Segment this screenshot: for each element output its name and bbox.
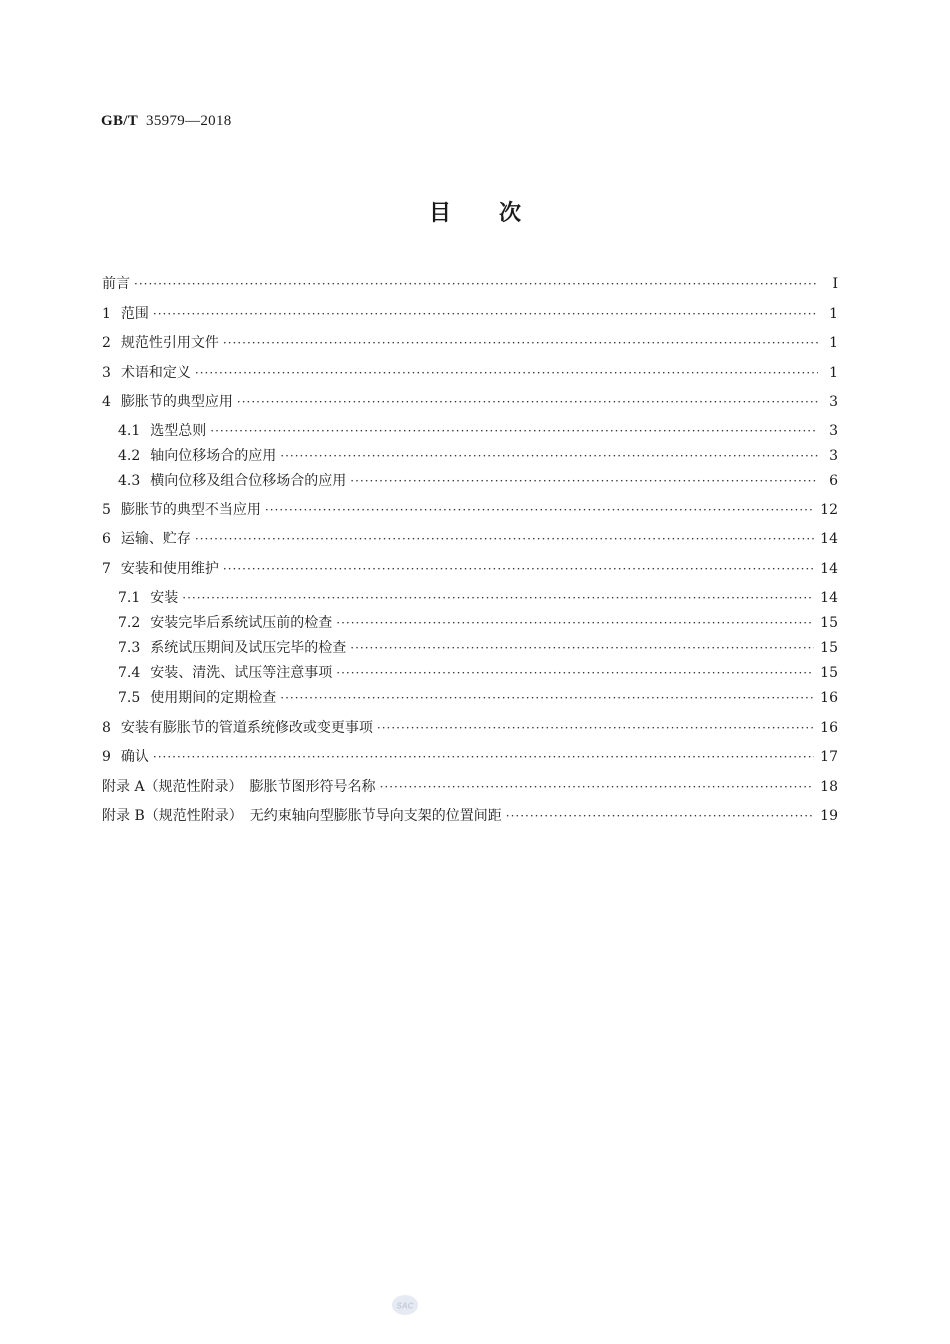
toc-entry-page: 19 (820, 808, 838, 824)
toc-leader-dots (153, 747, 814, 767)
toc-entry-page: 12 (820, 502, 838, 518)
toc-entry[interactable] (102, 806, 838, 826)
toc-leader-dots (153, 304, 818, 324)
toc-entry-label: 前言 (102, 276, 130, 292)
toc-entry-number: 2 (102, 335, 111, 351)
toc-entry-page: 6 (829, 473, 838, 489)
toc-entry-page: 15 (820, 640, 838, 656)
toc-entry[interactable] (102, 529, 838, 549)
toc-entry-label: 安装完毕后系统试压前的检查 (150, 615, 333, 631)
toc-entry-label: 确认 (120, 749, 149, 765)
toc-leader-dots (223, 559, 814, 579)
standard-code (101, 113, 232, 130)
toc-entry-number: 7.1 (118, 590, 141, 606)
toc-entry[interactable] (102, 559, 838, 579)
toc-entry-number: 5 (102, 502, 111, 518)
toc-leader-dots (195, 363, 818, 383)
toc-leader-dots (336, 663, 814, 683)
toc-entry-label: 附录 B（规范性附录） 无约束轴向型膨胀节导向支架的位置间距 (102, 808, 502, 824)
toc-entry-number: 1 (102, 306, 111, 322)
toc-entry-label: 安装 (150, 590, 179, 606)
toc-entry-label: 附录 A（规范性附录） 膨胀节图形符号名称 (102, 779, 376, 795)
toc-entry-page: 17 (820, 749, 838, 765)
toc-entry[interactable] (102, 333, 838, 353)
toc-entry[interactable] (118, 638, 838, 658)
toc-leader-dots (280, 446, 818, 466)
toc-entry[interactable] (118, 421, 838, 441)
toc-entry-number: 6 (102, 531, 111, 547)
toc-entry-number: 7.4 (118, 665, 141, 681)
toc-entry[interactable] (118, 663, 838, 683)
toc-entry[interactable] (102, 274, 838, 294)
toc-entry-label: 安装有膨胀节的管道系统修改或变更事项 (120, 720, 373, 736)
toc-leader-dots (195, 529, 814, 549)
toc-entry-page: 15 (820, 665, 838, 681)
sac-logo (390, 1294, 420, 1316)
toc-entry-number: 7.2 (118, 615, 141, 631)
toc-entry-page: 1 (829, 335, 838, 351)
toc-entry-page: Ⅰ (832, 276, 838, 292)
toc-entry-number: 7.3 (118, 640, 141, 656)
toc-entry-label: 选型总则 (150, 423, 207, 439)
toc-leader-dots (350, 638, 814, 658)
toc-entry-page: 16 (820, 720, 838, 736)
toc-entry-label: 使用期间的定期检查 (150, 690, 277, 706)
toc-entry-number: 3 (102, 365, 111, 381)
toc-entry-label: 安装、清洗、试压等注意事项 (150, 665, 333, 681)
page-title: 目次 (428, 200, 569, 226)
toc-leader-dots (182, 588, 814, 608)
toc-entry-page: 3 (829, 423, 838, 439)
toc-leader-dots (280, 688, 814, 708)
toc-leader-dots (350, 471, 818, 491)
standard-code-prefix: GB/T (101, 113, 139, 129)
toc-entry[interactable] (102, 392, 838, 412)
toc-entry-label: 横向位移及组合位移场合的应用 (150, 473, 347, 489)
toc-entry-page: 3 (829, 394, 838, 410)
toc-entry-label: 膨胀节的典型不当应用 (120, 502, 261, 518)
toc-entry[interactable] (118, 688, 838, 708)
toc-entry[interactable] (102, 718, 838, 738)
toc-entry-number: 4.2 (118, 448, 141, 464)
toc-entry-number: 4 (102, 394, 111, 410)
toc-entry-page: 14 (820, 561, 838, 577)
toc-entry-number: 7.5 (118, 690, 141, 706)
toc-entry-label: 系统试压期间及试压完毕的检查 (150, 640, 347, 656)
toc-entry[interactable] (102, 363, 838, 383)
toc-leader-dots (380, 777, 815, 797)
toc-leader-dots (336, 613, 814, 633)
toc-entry[interactable] (118, 613, 838, 633)
toc-entry-label: 轴向位移场合的应用 (150, 448, 277, 464)
sac-logo-text: SAC (396, 1301, 414, 1311)
toc-entry-label: 运输、贮存 (120, 531, 191, 547)
toc-entry-page: 1 (829, 365, 838, 381)
toc-leader-dots (223, 333, 818, 353)
toc-entry-label: 规范性引用文件 (120, 335, 219, 351)
toc-entry-number: 9 (102, 749, 111, 765)
toc-leader-dots (134, 274, 818, 294)
toc-entry-page: 14 (820, 531, 838, 547)
toc-leader-dots (237, 392, 818, 412)
toc-entry-label: 膨胀节的典型应用 (120, 394, 233, 410)
toc-entry-page: 1 (829, 306, 838, 322)
toc-entry-number: 7 (102, 561, 111, 577)
toc-leader-dots (506, 806, 814, 826)
toc-leader-dots (210, 421, 818, 441)
toc-entry[interactable] (118, 446, 838, 466)
toc-entry-label: 术语和定义 (120, 365, 191, 381)
toc-leader-dots (265, 500, 814, 520)
toc-entry[interactable] (102, 304, 838, 324)
toc-entry-page: 14 (820, 590, 838, 606)
toc-entry[interactable] (102, 777, 838, 797)
toc-entry[interactable] (118, 588, 838, 608)
toc-entry-label: 安装和使用维护 (120, 561, 219, 577)
toc-entry-page: 3 (829, 448, 838, 464)
toc-entry-number: 8 (102, 720, 111, 736)
toc-entry-page: 18 (820, 779, 838, 795)
toc-entry-number: 4.1 (118, 423, 141, 439)
toc-entry[interactable] (102, 747, 838, 767)
toc-entry-label: 范围 (120, 306, 149, 322)
toc-entry[interactable] (102, 500, 838, 520)
toc-entry-page: 15 (820, 615, 838, 631)
toc-entry-number: 4.3 (118, 473, 141, 489)
toc-leader-dots (377, 718, 814, 738)
toc-entry[interactable] (118, 471, 838, 491)
standard-code-number: 35979—2018 (146, 113, 232, 129)
toc-entry-page: 16 (820, 690, 838, 706)
